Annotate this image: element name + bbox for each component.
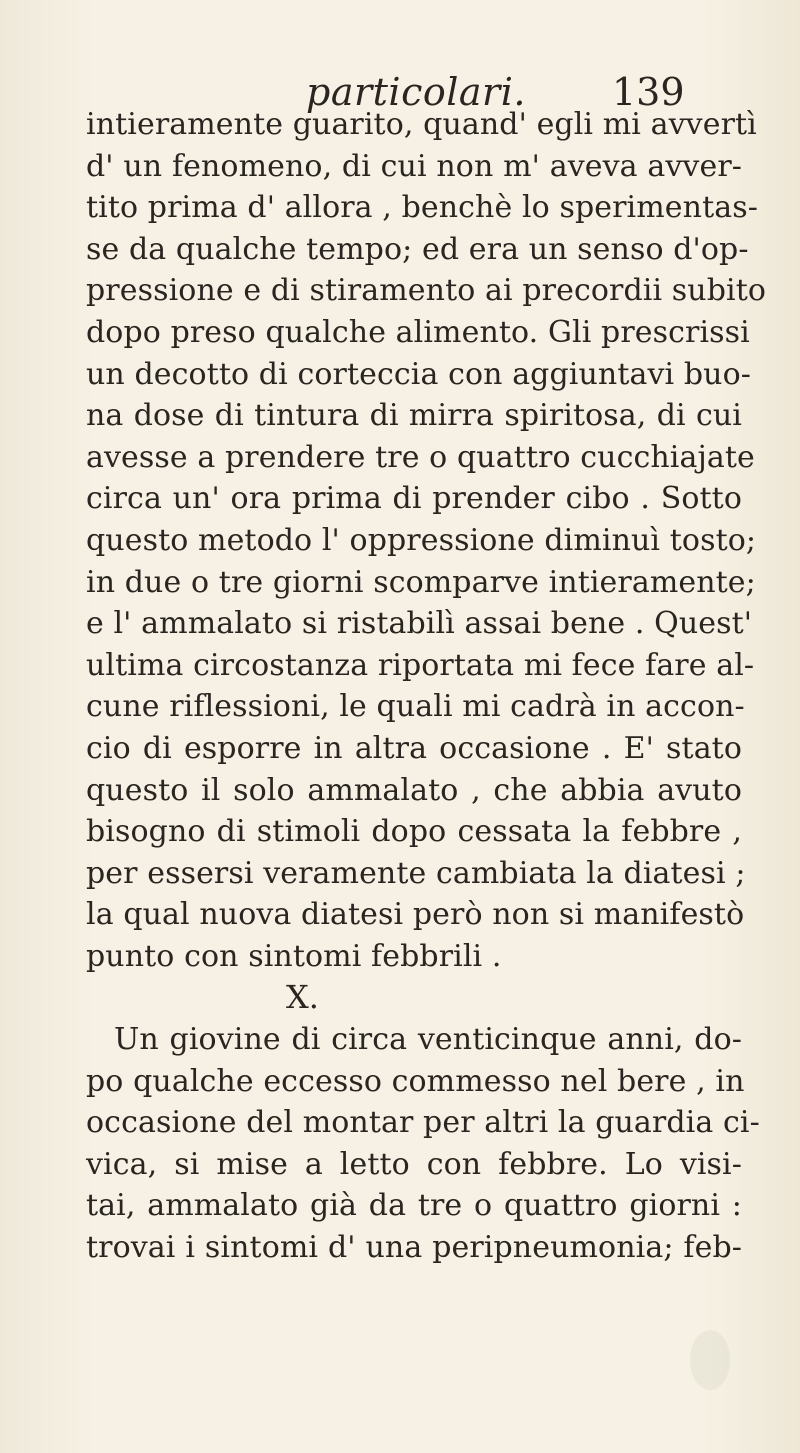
text-line: pressione e di stiramento ai precordii subito: [86, 273, 767, 309]
text-line: e l' ammalato si ristabilì assai bene . Quest': [86, 606, 753, 642]
text-line: d' un fenomeno, di cui non m' aveva avver-: [86, 148, 742, 184]
text-line: tai, ammalato già da tre o quattro giorni :: [86, 1188, 742, 1224]
text-line: punto con sintomi febbrili .: [86, 938, 502, 974]
section-number: X.: [286, 978, 319, 1017]
paper-stain: [690, 1330, 730, 1390]
text-line: intieramente guarito, quand' egli mi avvertì: [86, 107, 757, 142]
text-line: per essersi veramente cambiata la diatesi ;: [86, 855, 746, 891]
text-line: trovai i sintomi d' una peripneumonia; feb-: [86, 1230, 742, 1266]
text-line: se da qualche tempo; ed era un senso d'op-: [86, 231, 749, 267]
text-line: bisogno di stimoli dopo cessata la febbre ,: [86, 814, 742, 850]
text-line: la qual nuova diatesi però non si manifestò: [86, 897, 745, 933]
text-line: circa un' ora prima di prender cibo . Sotto: [86, 481, 742, 517]
text-line: po qualche eccesso commesso nel bere , in: [86, 1063, 745, 1099]
paragraph-2: [86, 1019, 760, 1269]
text-line: cio di esporre in altra occasione . E' stato: [86, 730, 742, 766]
page-number: 139: [612, 70, 685, 114]
text-line: questo il solo ammalato , che abbia avuto: [86, 772, 742, 808]
text-line: tito prima d' allora , benchè lo sperimentas-: [86, 190, 758, 226]
text-line: avesse a prendere tre o quattro cucchiajate: [86, 439, 755, 475]
text-line: vica, si mise a letto con febbre. Lo visi-: [86, 1146, 742, 1182]
paragraph-1: [86, 104, 767, 977]
body-text: [86, 104, 767, 1269]
text-line: un decotto di corteccia con aggiuntavi buo-: [86, 356, 751, 392]
text-line: na dose di tintura di mirra spiritosa, di cui: [86, 398, 742, 434]
text-line: cune riflessioni, le quali mi cadrà in accon-: [86, 689, 745, 725]
text-line: occasione del montar per altri la guardia ci-: [86, 1105, 760, 1141]
text-line: dopo preso qualche alimento. Gli prescrissi: [86, 314, 750, 350]
text-line: Un giovine di circa venticinque anni, do-: [114, 1022, 742, 1058]
text-line: questo metodo l' oppressione diminuì tosto;: [86, 522, 757, 558]
text-line: in due o tre giorni scomparve intieramente;: [86, 564, 756, 600]
text-line: ultima circostanza riportata mi fece fare al-: [86, 647, 755, 683]
running-head-title: particolari.: [306, 70, 526, 114]
